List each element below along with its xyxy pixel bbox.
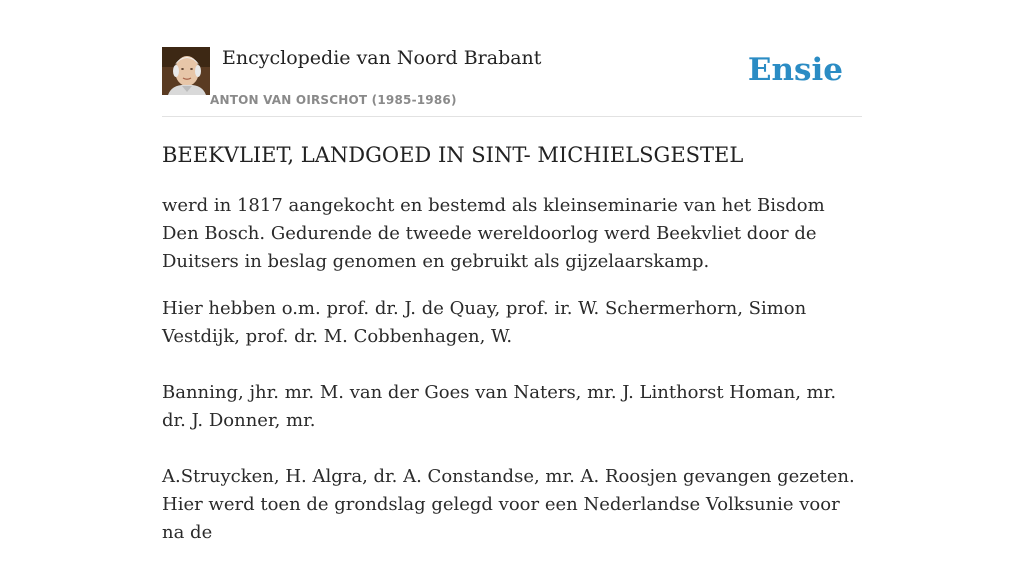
author-avatar[interactable] — [162, 47, 210, 95]
article-header — [162, 46, 862, 117]
author-name[interactable]: ANTON VAN OIRSCHOT (1985-1986) — [210, 93, 457, 107]
article-paragraph: A.Struycken, H. Algra, dr. A. Constandse, mr. A. Roosjen gevangen gezeten. Hier werd toen de grondslag gelegd voor een Nederlandse Volksunie voor na de — [162, 466, 855, 543]
author-portrait-icon — [162, 47, 210, 95]
article-title: BEEKVLIET, LANDGOED IN SINT- MICHIELSGESTEL — [162, 143, 744, 167]
article-paragraph: Banning, jhr. mr. M. van der Goes van Naters, mr. J. Linthorst Homan, mr. dr. J. Donner, mr. — [162, 382, 837, 431]
article-paragraph: werd in 1817 aangekocht en bestemd als kleinseminarie van het Bisdom Den Bosch. Gedurende de tweede wereldoorlog werd Beekvliet door de Duitsers in beslag genomen en gebruikt als gijzelaarskamp. — [162, 195, 825, 272]
source-title[interactable]: Encyclopedie van Noord Brabant — [222, 47, 542, 69]
article-body — [162, 192, 862, 566]
article-paragraph: Hier hebben o.m. prof. dr. J. de Quay, prof. ir. W. Schermerhorn, Simon Vestdijk, prof. dr. M. Cobbenhagen, W. — [162, 298, 807, 347]
ensie-logo[interactable]: Ensie — [747, 52, 843, 88]
